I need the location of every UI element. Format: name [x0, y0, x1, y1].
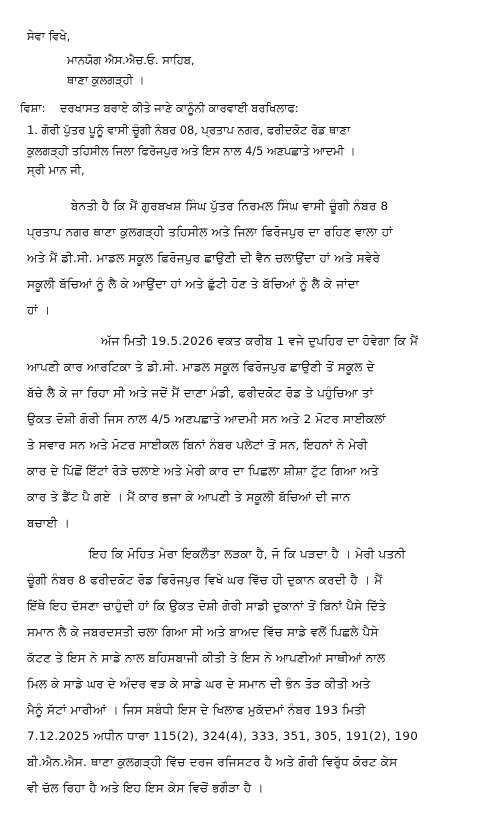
- paragraph-2-line-8: ਬਚਾਈ ।: [27, 516, 70, 530]
- paragraph-1-line-1: ਬੇਨਤੀ ਹੈ ਕਿ ਮੈਂ ਗੁਰਬਖਸ਼ ਸਿੰਘ ਪੁੱਤਰ ਨਿਰਮਲ ਸਿੰਘ ਵਾਸੀ ਚੂੰਗੀ ਨੰਬਰ 8: [71, 199, 389, 213]
- salutation-to: ਸੇਵਾ ਵਿਖੇ,: [27, 29, 71, 43]
- paragraph-2-line-3: ਬੱਚੇ ਲੈ ਕੇ ਜਾ ਰਿਹਾ ਸੀ ਅਤੇ ਜਦੋਂ ਮੈਂ ਦਾਣਾ ਮੰਡੀ, ਫਰੀਦਕੋਟ ਰੋਡ ਤੇ ਪਹੁੰਚਿਆ ਤਾਂ: [27, 386, 374, 400]
- paragraph-2-line-2: ਆਪਣੀ ਕਾਰ ਆਰਟਿਕਾ ਤੇ ਡੀ.ਸੀ. ਮਾਡਲ ਸਕੂਲ ਫਿਰੋਜਪੁਰ ਛਾਉਣੀ ਤੋਂ ਸਕੂਲ ਦੇ: [27, 360, 375, 374]
- paragraph-2-line-6: ਕਾਰ ਦੇ ਪਿੱਛੋਂ ਇੱਟਾਂ ਰੋੜੇ ਚਲਾਏ ਅਤੇ ਮੇਰੀ ਕਾਰ ਦਾ ਪਿਛਲਾ ਸ਼ੀਸ਼ਾ ਟੁੱਟ ਗਿਆ ਅਤੇ: [27, 464, 379, 478]
- paragraph-1-line-5: ਹਾਂ ।: [27, 303, 51, 317]
- paragraph-2-line-4: ਉਕਤ ਦੋਸ਼ੀ ਗੋਰੀ ਜਿਸ ਨਾਲ 4/5 ਅਣਪਛਾਤੇ ਆਦਮੀ ਸਨ ਅਤੇ 2 ਮੋਟਰ ਸਾਈਕਲਾਂ: [27, 412, 386, 426]
- paragraph-1-line-4: ਸਕੂਲੀ ਬੱਚਿਆਂ ਨੂੰ ਲੈ ਕੇ ਆਉਂਦਾ ਹਾਂ ਅਤੇ ਛੁੱਟੀ ਹੋਣ ਤੇ ਬੱਚਿਆਂ ਨੂੰ ਲੈ ਕੇ ਜਾਂਦਾ: [27, 277, 360, 291]
- paragraph-3-line-3: ਇੱਥੇ ਇਹ ਦੱਸਣਾ ਚਾਹੁੰਦੀ ਹਾਂ ਕਿ ਉਕਤ ਦੋਸ਼ੀ ਗੋਰੀ ਸਾਡੀ ਦੁਕਾਨਾਂ ਤੋਂ ਬਿਨਾਂ ਪੈਸੇ ਦਿੱਤੇ: [27, 599, 387, 613]
- greeting: ਸ੍ਰੀ ਮਾਨ ਜੀ,: [27, 163, 85, 177]
- subject-line-3: ਕੁਲਗੜ੍ਹੀ ਤਹਿਸੀਲ ਜਿਲਾ ਫਿਰੋਜਪੁਰ ਅਤੇ ਇਸ ਨਾਲ 4/5 ਅਣਪਛਾਤੇ ਆਦਮੀ ।: [27, 144, 356, 158]
- paragraph-3-line-7: ਮੈਨੂੰ ਸੱਟਾਂ ਮਾਰੀਆਂ । ਜਿਸ ਸਬੰਧੀ ਇਸ ਦੇ ਖਿਲਾਫ ਮੁਕੱਦਮਾਂ ਨੰਬਰ 193 ਮਿਤੀ: [27, 703, 366, 717]
- paragraph-3-line-2: ਚੂੰਗੀ ਨੰਬਰ 8 ਫਰੀਦਕੋਟ ਰੋਡ ਫਿਰੋਜਪੁਰ ਵਿਖੇ ਘਰ ਵਿੱਚ ਹੀ ਦੁਕਾਨ ਕਰਦੀ ਹੈ । ਮੈਂ: [27, 573, 383, 587]
- paragraph-2-line-7: ਕਾਰ ਤੇ ਡੈਂਟ ਪੈ ਗਏ । ਮੈਂ ਕਾਰ ਭਜਾ ਕੇ ਆਪਣੀ ਤੇ ਸਕੂਲੀ ਬੱਚਿਆਂ ਦੀ ਜਾਨ: [27, 490, 351, 504]
- paragraph-3-line-6: ਮਿਲ ਕੇ ਸਾਡੇ ਘਰ ਦੇ ਅੰਦਰ ਵੜ ਕੇ ਸਾਡੇ ਘਰ ਦੇ ਸਮਾਨ ਦੀ ਭੰਨ ਤੋੜ ਕੀਤੀ ਅਤੇ: [27, 677, 371, 691]
- subject-line-2: 1. ਗੋਰੀ ਪੁੱਤਰ ਪੂਨੂੰ ਵਾਸੀ ਚੂੰਗੀ ਨੰਬਰ 08, ਪ੍ਰਤਾਪ ਨਗਰ, ਫਰੀਦਕੋਟ ਰੋਡ ਥਾਣਾ: [27, 123, 351, 137]
- subject-label: ਵਿਸ਼ਾ:: [20, 101, 46, 115]
- paragraph-2-line-1: ਅੱਜ ਮਿਤੀ 19.5.2026 ਵਕਤ ਕਰੀਬ 1 ਵਜੇ ਦੁਪਹਿਰ ਦਾ ਹੋਵੇਗਾ ਕਿ ਮੈਂ: [101, 334, 419, 348]
- paragraph-3-line-8: 7.12.2025 ਅਧੀਨ ਧਾਰਾ 115(2), 324(4), 333, 351, 305, 191(2), 190: [27, 729, 419, 743]
- addressee-line-1: ਮਾਨਯੋਗ ਐਸ.ਐਚ.ਓ. ਸਾਹਿਬ,: [67, 53, 195, 67]
- paragraph-3-line-4: ਸਮਾਨ ਲੈ ਕੇ ਜਬਰਦਸਤੀ ਚਲਾ ਗਿਆ ਸੀ ਅਤੇ ਬਾਅਦ ਵਿੱਚ ਸਾਡੇ ਵਲੋਂ ਪਿਛਲੇ ਪੈਸੇ: [27, 625, 379, 639]
- paragraph-1-line-3: ਅਤੇ ਮੈਂ ਡੀ.ਸੀ. ਮਾਡਲ ਸਕੂਲ ਫਿਰੋਜਪੁਰ ਛਾਉਣੀ ਦੀ ਵੈਨ ਚਲਾਉਂਦਾ ਹਾਂ ਅਤੇ ਸਵੇਰੇ: [27, 251, 381, 265]
- paragraph-3-line-9: ਬੀ.ਐਨ.ਐਸ. ਥਾਣਾ ਕੁਲਗੜ੍ਹੀ ਵਿੱਚ ਦਰਜ ਰਜਿਸਟਰ ਹੈ ਅਤੇ ਗੋਰੀ ਵਿਰੁੱਧ ਕੋਰਟ ਕੇਸ: [27, 755, 398, 769]
- paragraph-2-line-5: ਤੇ ਸਵਾਰ ਸਨ ਅਤੇ ਮੋਟਰ ਸਾਈਕਲ ਬਿਨਾਂ ਨੰਬਰ ਪਲੇਟਾਂ ਤੋਂ ਸਨ, ਇਹਨਾਂ ਨੇ ਮੇਰੀ: [27, 438, 368, 452]
- paragraph-3-line-10: ਵੀ ਚੱਲ ਰਿਹਾ ਹੈ ਅਤੇ ਇਹ ਇਸ ਕੇਸ ਵਿਚੋਂ ਭਗੌੜਾ ਹੈ ।: [27, 781, 264, 795]
- paragraph-1-line-2: ਪ੍ਰਤਾਪ ਨਗਰ ਥਾਣਾ ਕੁਲਗੜ੍ਹੀ ਤਹਿਸੀਲ ਅਤੇ ਜਿਲਾ ਫਿਰੋਜਪੁਰ ਦਾ ਰਹਿਣ ਵਾਲਾ ਹਾਂ: [27, 225, 393, 239]
- addressee-line-2: ਥਾਣਾ ਕੁਲਗੜ੍ਹੀ ।: [67, 73, 145, 87]
- subject-line-1: ਦਰਖਾਸਤ ਬਰਾਏ ਕੀਤੇ ਜਾਣੇ ਕਾਨੂੰਨੀ ਕਾਰਵਾਈ ਬਰਖਿਲਾਫ:: [60, 101, 299, 115]
- paragraph-3-line-5: ਕੱਟਣ ਤੇ ਇਸ ਨੇ ਸਾਡੇ ਨਾਲ ਬਹਿਸਬਾਜੀ ਕੀਤੀ ਤੇ ਇਸ ਨੇ ਆਪਣੀਆਂ ਸਾਥੀਆਂ ਨਾਲ: [27, 651, 386, 665]
- paragraph-3-line-1: ਇਹ ਕਿ ਮੋਹਿਤ ਮੇਰਾ ਇਕਲੌਤਾ ਲੜਕਾ ਹੈ, ਜੋ ਕਿ ਪੜਦਾ ਹੈ । ਮੇਰੀ ਪਤਨੀ: [89, 547, 406, 561]
